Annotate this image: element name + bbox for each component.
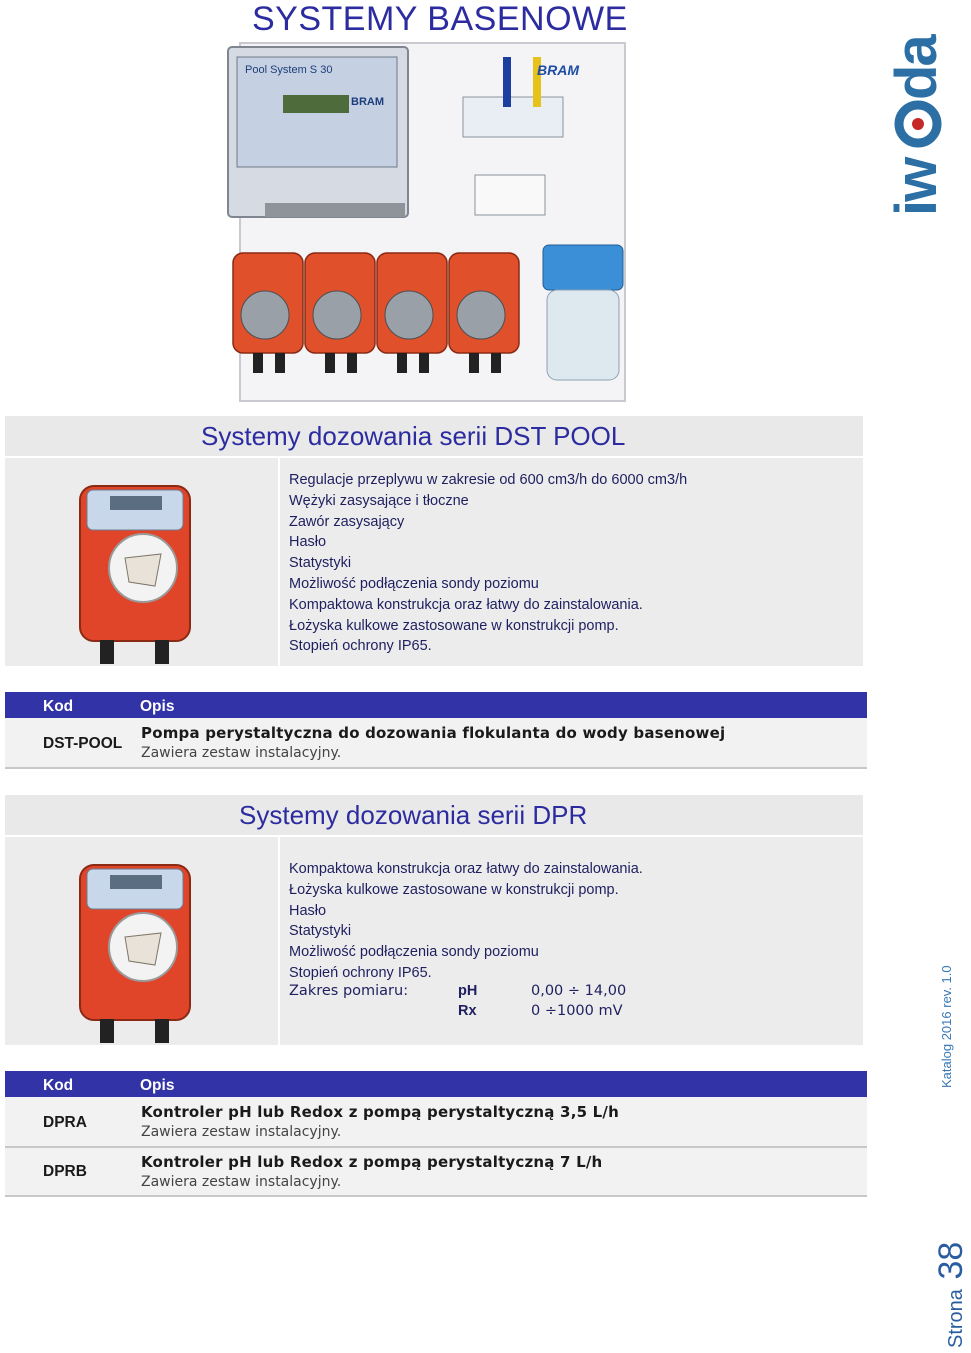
feature-item: Statystyki <box>289 555 352 572</box>
table-row <box>5 718 867 769</box>
row-title: Pompa perystaltyczna do dozowania flokulanta do wody basenowej <box>141 724 726 742</box>
feature-item: Regulacje przeplywu w zakresie od 600 cm3/h do 6000 cm3/h <box>289 472 688 488</box>
col-header-desc: Opis <box>140 698 175 715</box>
range-param-rx: Rx <box>458 1003 477 1019</box>
section1-feature-list <box>289 470 687 657</box>
range-value-ph: 0,00 ÷ 14,00 <box>531 983 627 999</box>
range-label: Zakres pomiaru: <box>289 983 409 999</box>
col-header-code: Kod <box>43 1077 74 1094</box>
row-code: DPRB <box>43 1163 87 1180</box>
page-number-area <box>932 1242 971 1348</box>
row-title: Kontroler pH lub Redox z pompą perystaltyczną 7 L/h <box>141 1153 603 1171</box>
feature-item: Kompaktowa konstrukcja oraz łatwy do zainstalowania. <box>289 861 643 877</box>
brand-logo <box>884 36 950 218</box>
svg-text:BRAM: BRAM <box>537 62 579 78</box>
table-row <box>5 1148 867 1197</box>
section1-features-box <box>280 458 863 666</box>
page-label: Strona <box>945 1289 967 1348</box>
feature-item: Hasło <box>289 902 327 919</box>
feature-item: Stopień ochrony IP65. <box>289 638 432 655</box>
pump-image <box>5 837 278 1045</box>
page-title: SYSTEMY BASENOWE <box>252 0 628 38</box>
hero-product-image <box>225 35 635 405</box>
range-value-rx: 0 ÷1000 mV <box>531 1003 623 1019</box>
catalog-revision: Katalog 2016 rev. 1.0 <box>939 965 954 1088</box>
col-header-code: Kod <box>43 698 74 715</box>
feature-item: Hasło <box>289 534 327 551</box>
table-row <box>5 1097 867 1148</box>
feature-item: Kompaktowa konstrukcja oraz łatwy do zainstalowania. <box>289 596 643 613</box>
section2-features-box <box>280 837 863 1045</box>
feature-item: Łożyska kulkowe zastosowane w konstrukcji pomp. <box>289 617 619 634</box>
feature-item: Możliwość podłączenia sondy poziomu <box>289 944 539 961</box>
section2-image-box <box>5 837 278 1045</box>
feature-item: Możliwość podłączenia sondy poziomu <box>289 575 539 592</box>
section2-title-band <box>5 795 863 837</box>
section1-image-box <box>5 458 278 666</box>
range-param-ph: pH <box>458 983 478 999</box>
svg-text:iw: iw <box>884 158 949 216</box>
section2-feature-list <box>289 859 643 984</box>
row-note: Zawiera zestaw instalacyjny. <box>141 1174 342 1190</box>
panel-title: Pool System S 30 <box>245 64 333 76</box>
feature-item: Wężyki zasysające i tłoczne <box>289 492 469 509</box>
section2-title: Systemy dozowania serii DPR <box>239 800 588 830</box>
page-number: 38 <box>932 1241 970 1280</box>
feature-item: Zawór zasysający <box>289 513 405 530</box>
row-code: DST-POOL <box>43 735 123 752</box>
feature-item: Łożyska kulkowe zastosowane w konstrukcji pomp. <box>289 881 619 898</box>
section1-title-band <box>5 416 863 458</box>
panel-brand: BRAM <box>351 96 384 108</box>
row-title: Kontroler pH lub Redox z pompą perystaltyczną 3,5 L/h <box>141 1103 619 1121</box>
section1-title: Systemy dozowania serii DST POOL <box>201 421 626 451</box>
section1-table-header <box>5 692 867 718</box>
row-code: DPRA <box>43 1114 87 1131</box>
col-header-desc: Opis <box>140 1077 175 1094</box>
feature-item: Stopień ochrony IP65. <box>289 964 432 981</box>
feature-item: Statystyki <box>289 923 352 940</box>
section2-table-header <box>5 1071 867 1097</box>
svg-text:da: da <box>884 36 949 100</box>
pump-image <box>5 458 278 666</box>
row-note: Zawiera zestaw instalacyjny. <box>141 745 342 761</box>
row-note: Zawiera zestaw instalacyjny. <box>141 1124 342 1140</box>
